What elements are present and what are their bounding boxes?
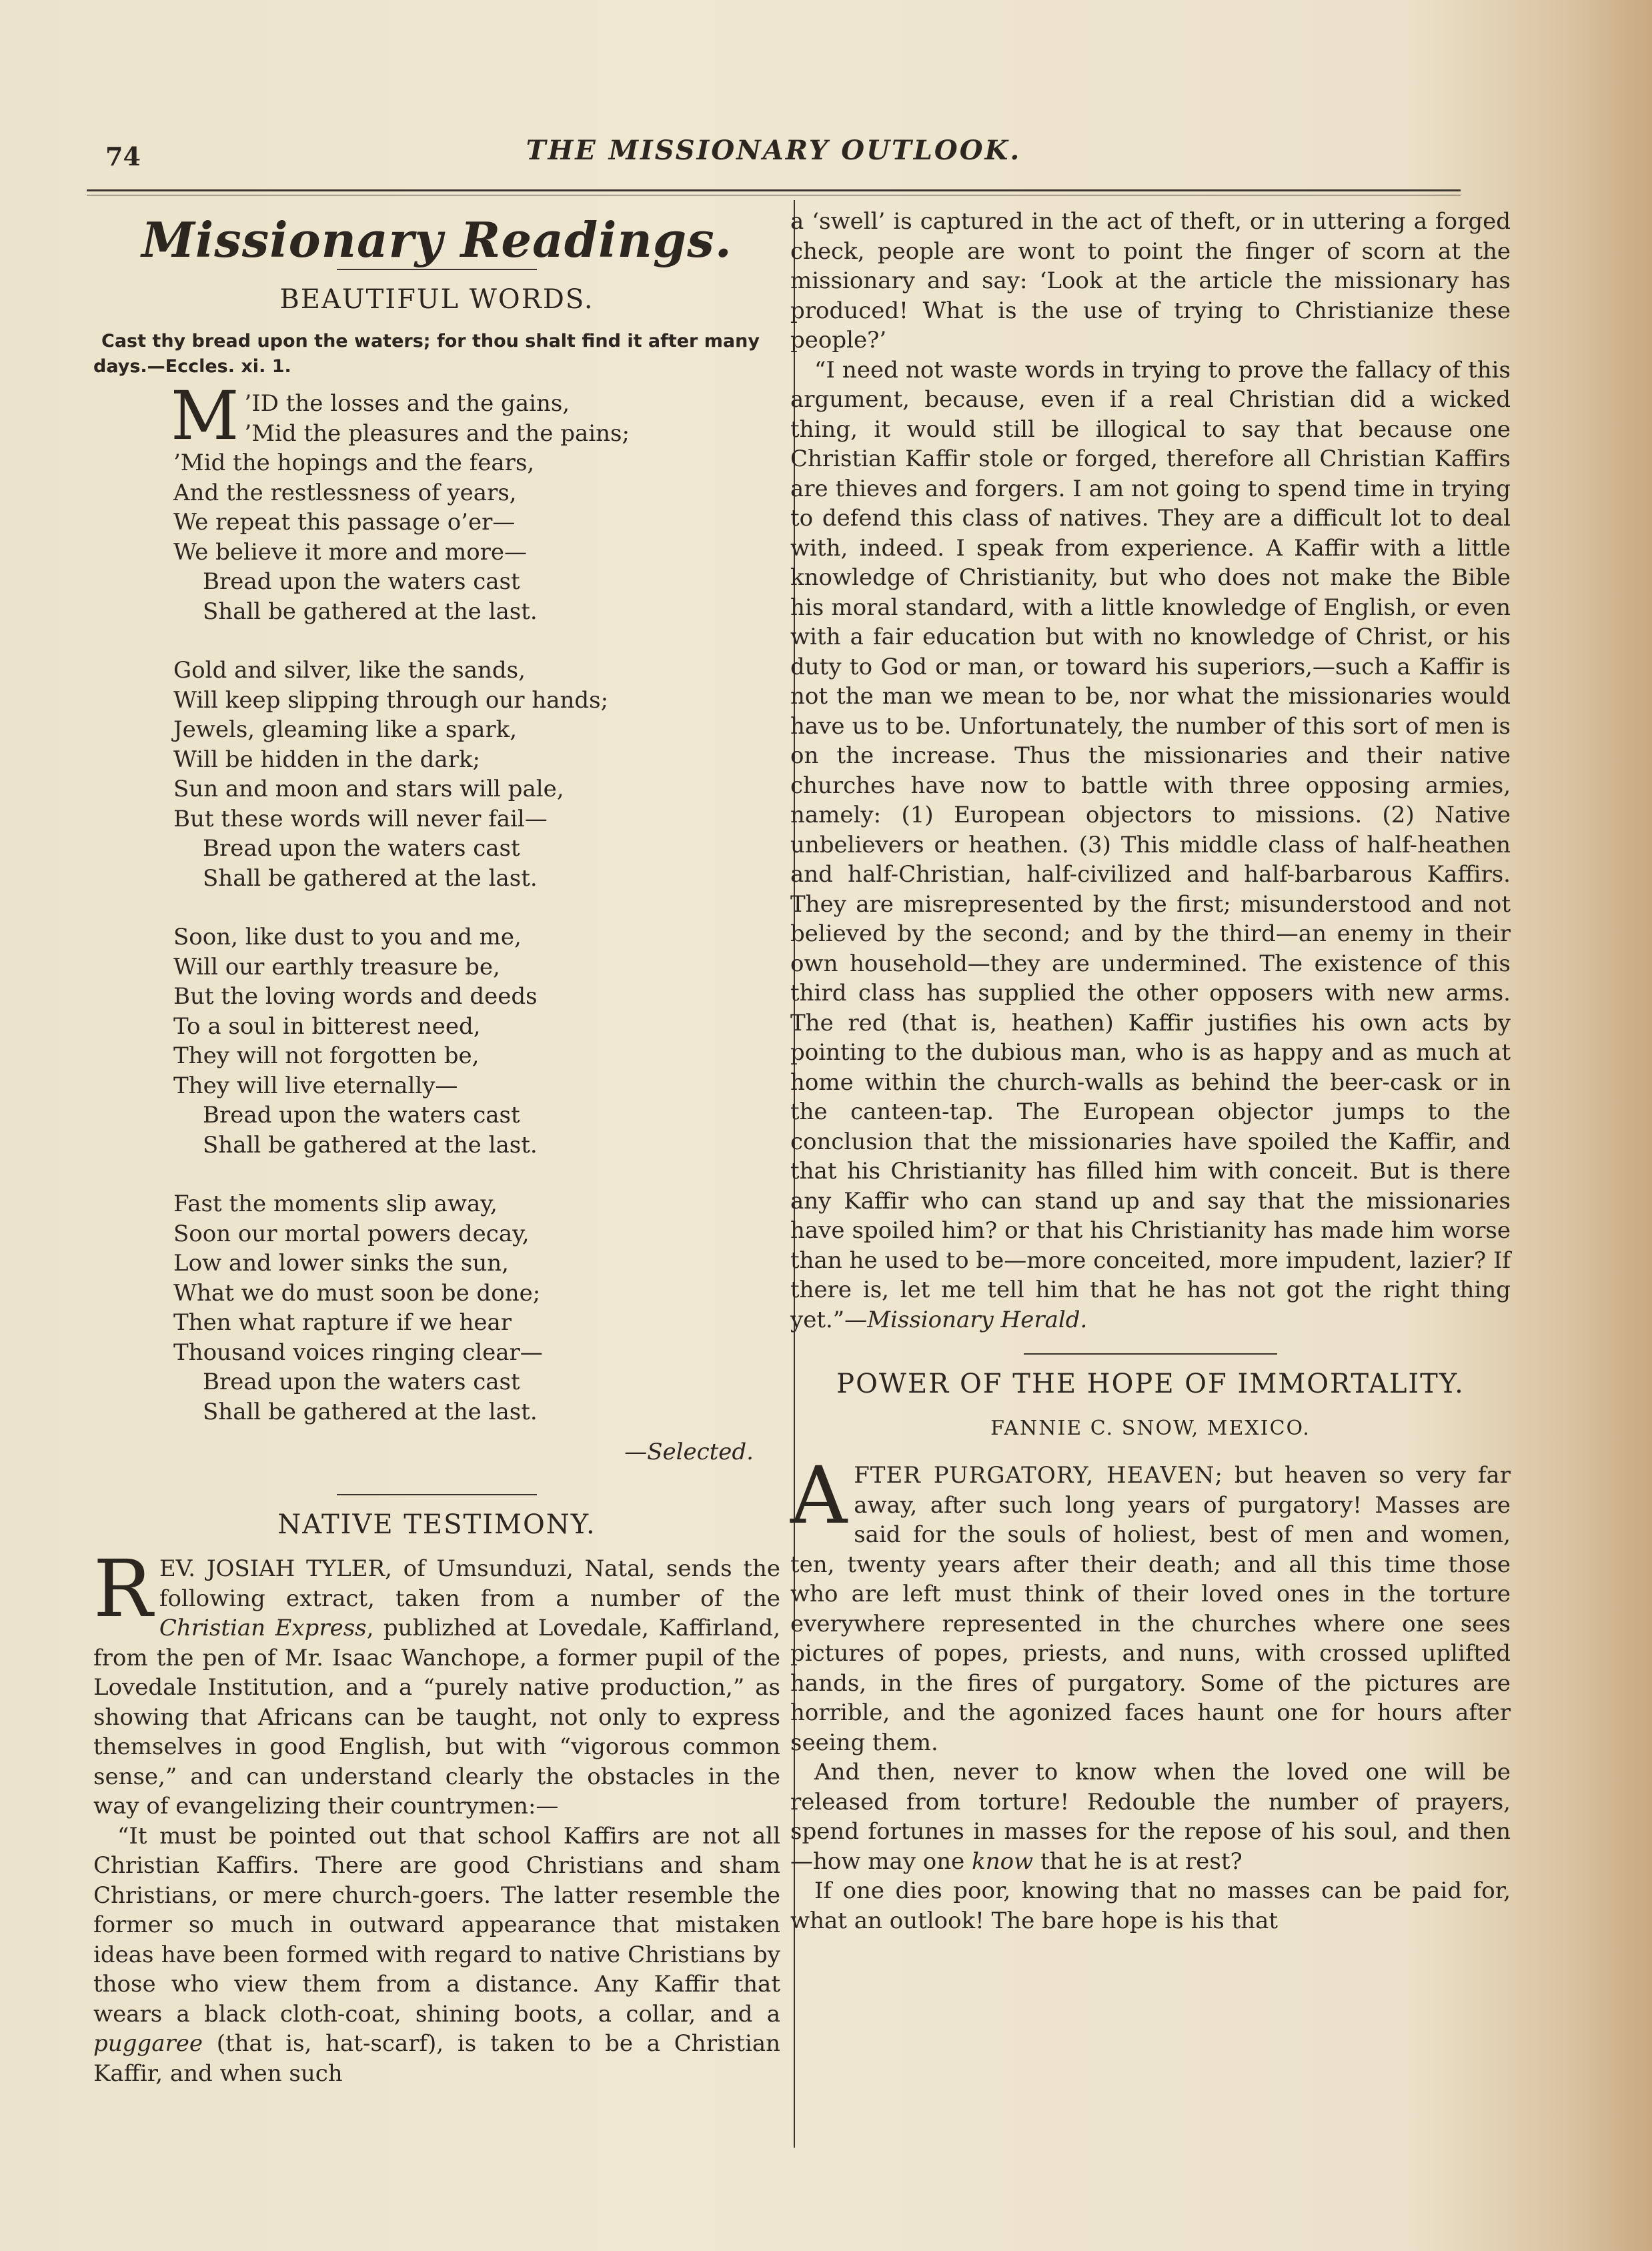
power-heading: POWER OF THE HOPE OF IMMORTALITY. <box>836 1369 1465 1399</box>
native-testimony-paragraph-2: “It must be pointed out that school Kaffirs are not all Christian Kaffirs. There are good Christians and sham Christians, or mere church-goers. The latter resemble the former so much in outward appearance that mistaken ideas have been formed with regard to native Christians by those who view them from a distance. Any Kaffir that wears a black cloth-coat, shining boots, a collar, and a puggaree (that is, hat-scarf), is taken to be a Christian Kaffir, and when such <box>93 1822 780 2087</box>
source-citation: Missionary Herald. <box>867 1306 1088 1333</box>
poem-line: Will our earthly treasure be, <box>173 953 500 980</box>
poem-line: ’Mid the hopings and the fears, <box>173 450 535 476</box>
section-rule <box>1024 1353 1277 1355</box>
poem-refrain: Bread upon the waters cast <box>203 1369 520 1395</box>
page-number: 74 <box>105 141 141 171</box>
stanza-2 <box>173 656 780 893</box>
native-testimony-heading: NATIVE TESTIMONY. <box>277 1509 596 1540</box>
stanza-1 <box>171 377 780 626</box>
poem-line: But the loving words and deeds <box>173 983 538 1010</box>
poem-line: To a soul in bitterest need, <box>173 1012 481 1040</box>
poem-line: But these words will never fail— <box>173 805 548 832</box>
poem-line: Will keep slipping through our hands; <box>173 686 609 714</box>
power-paragraph-3: If one dies poor, knowing that no masses can be paid for, what an outlook! The bare hope is his that <box>790 1878 1511 1934</box>
poem-refrain: Shall be gathered at the last. <box>203 598 538 625</box>
epigraph: Cast thy bread upon the waters; for thou shalt find it after many days.—Eccles. xi. 1. <box>93 331 760 377</box>
poem-line: Soon, like dust to you and me, <box>173 924 522 950</box>
native-testimony-paragraph-1: REV. JOSIAH TYLER, of Umsunduzi, Natal, sends the following extract, taken from a number of the Christian Express, publizhed at Lovedale, Kaffirland, from the pen of Mr. Isaac Wanchope, a former pupil of the Lovedale Institution, and a “purely native production,” as showing that Africans can be taught, not only to express themselves in good English, but with “vigorous common sense,” and can understand clearly the obstacles in the way of evangelizing their countrymen:— <box>93 1543 781 1819</box>
poem-line: We repeat this passage o’er— <box>173 509 516 536</box>
drop-cap: A <box>790 1449 848 1541</box>
section-banner: Missionary Readings. <box>141 211 732 268</box>
poem-line: ’ID the losses and the gains, <box>244 390 570 417</box>
poem-line: Low and lower sinks the sun, <box>173 1250 509 1277</box>
banner-rule <box>337 269 537 270</box>
poem-refrain: Bread upon the waters cast <box>203 1102 520 1129</box>
poem-line: ’Mid the pleasures and the pains; <box>244 420 630 447</box>
poem-line: And the restlessness of years, <box>173 479 517 506</box>
right-column <box>790 207 1511 1936</box>
poem-drop-cap: M <box>171 377 239 455</box>
poem-refrain: Shall be gathered at the last. <box>203 1398 538 1425</box>
poem-line: Thousand voices ringing clear— <box>173 1339 543 1366</box>
poem-line: What we do must soon be done; <box>173 1279 541 1307</box>
page-header <box>87 127 1461 173</box>
poem-refrain: Shall be gathered at the last. <box>203 1131 538 1159</box>
poem-refrain: Bread upon the waters cast <box>203 835 520 862</box>
poem-line: They will not forgotten be, <box>173 1042 480 1069</box>
header-rule <box>87 189 1461 191</box>
poem-line: Fast the moments slip away, <box>173 1191 498 1217</box>
argument-paragraph: “I need not waste words in trying to prove the fallacy of this argument, because, even if a real Christian did a wicked thing, it would still be illogical to say that because one Christian Kaffir stole or forged, therefore all Christian Kaffirs are thieves and forgers. I am not going to spend time in trying to defend this class of natives. They are a difficult lot to deal with, indeed. I speak from experience. A Kaffir with a little knowledge of Christianity, but who does not make the Bible his moral standard, with a little knowledge of English, or even with a fair education but with no knowledge of Christ, or his duty to God or man, or toward his superiors,—such a Kaffir is not the man we mean to be, nor what the missionaries would have us to be. Unfortunately, the number of this sort of men is on the increase. Thus the missionaries and their native churches have now to battle with three opposing armies, namely: (1) European objectors to missions. (2) Native unbelievers or heathen. (3) This middle class of half-heathen and half-Christian, half-civilized and half-barbarous Kaffirs. They are misrepresented by the first; misunderstood and not believed by the second; and by the third—an enemy in their own household—they are undermined. The existence of this third class has supplied the other opposers with new arms. The red (that is, heathen) Kaffir justifies his own acts by pointing to the dubious man, who is as happy and as much at home within the church-walls as behind the beer-cask or in the canteen-tap. The European objector jumps to the conclusion that the missionaries have spoiled the Kaffir, and that his Christianity has filled him with conceit. But is there any Kaffir who can stand up and say that the missionaries have spoiled him? or that his Christianity has made him worse than he used to be—more conceited, more impudent, lazier? If there is, let me tell him that he has not got the right thing yet.”—Missionary Herald. <box>790 356 1511 1333</box>
poem-line: Sun and moon and stars will pale, <box>173 776 564 802</box>
journal-title: THE MISSIONARY OUTLOOK. <box>526 135 1022 166</box>
power-paragraph-1: AFTER PURGATORY, HEAVEN; but heaven so very far away, after such long years of purgatory! Masses are said for the souls of holiest, best of men and women, ten, twenty years after their death; and all this time those who are left must think of their loved ones in the torture everywhere represented in the churches where one sees pictures of popes, priests, and nuns, with crossed uplifted hands, in the fires of purgatory. Some of the pictures are horrible, and the agonized faces haunt one for hours after seeing them. <box>790 1449 1511 1756</box>
continued-paragraph: a ‘swell’ is captured in the act of theft, or in uttering a forged check, people are wont to point the finger of scorn at the missionary and say: ‘Look at the article the missionary has produced! What is the use of trying to Christianize these people?’ <box>790 208 1511 353</box>
poem-line: Jewels, gleaming like a spark, <box>173 716 518 743</box>
byline: FANNIE C. SNOW, MEXICO. <box>990 1416 1311 1440</box>
poem-line: Gold and silver, like the sands, <box>173 657 526 684</box>
poem-line: We believe it more and more— <box>173 538 528 566</box>
poem <box>171 377 780 1427</box>
stanza-4 <box>173 1189 780 1427</box>
left-column <box>93 207 780 2088</box>
poem-line: Then what rapture if we hear <box>173 1309 512 1336</box>
poem-attribution: —Selected. <box>624 1439 754 1465</box>
beautiful-words-heading: BEAUTIFUL WORDS. <box>279 283 594 315</box>
stanza-3 <box>173 922 780 1160</box>
poem-line: They will live eternally— <box>173 1072 458 1099</box>
poem-line: Will be hidden in the dark; <box>173 746 481 773</box>
drop-cap: R <box>93 1543 153 1635</box>
poem-line: Soon our mortal powers decay, <box>173 1220 530 1247</box>
power-paragraph-2: And then, never to know when the loved one will be released from torture! Redouble the number of prayers, spend fortunes in masses for the repose of his soul, and then—how may one know that he is at rest? <box>790 1759 1511 1875</box>
section-rule <box>337 1494 537 1495</box>
poem-refrain: Bread upon the waters cast <box>203 568 520 595</box>
poem-refrain: Shall be gathered at the last. <box>203 864 538 892</box>
